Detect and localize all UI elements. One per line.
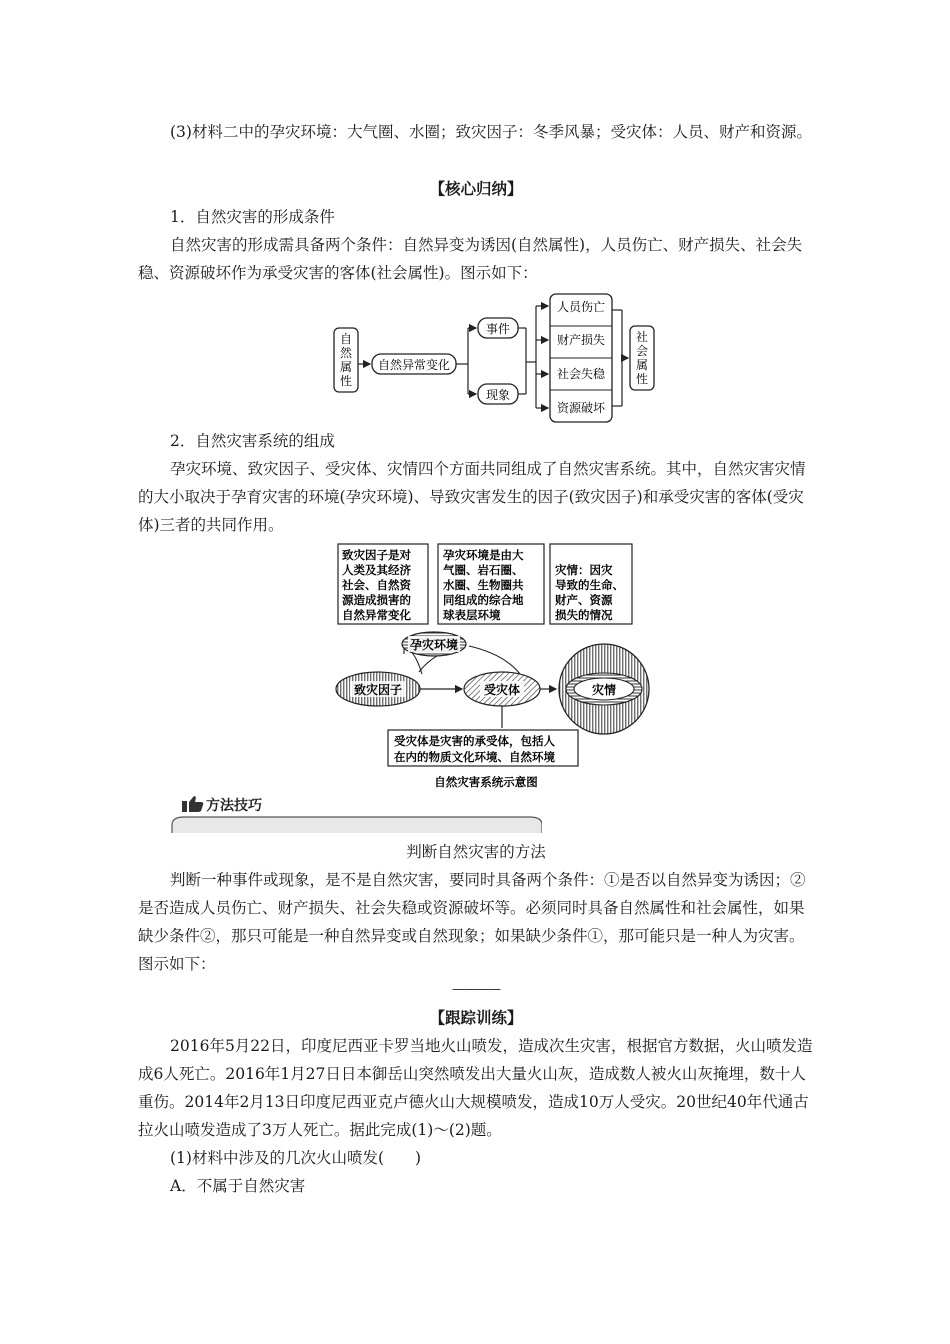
question-1-option-a: A．不属于自然灾害 (170, 1177, 306, 1195)
thumbs-up-icon (182, 796, 203, 812)
outcome-property-loss: 财产损失 (556, 333, 606, 347)
follow-up-training-heading: 【跟踪训练】 (429, 1008, 523, 1027)
method-tips-banner (170, 793, 542, 833)
phenomenon-label: 现象 (485, 388, 511, 402)
training-text: 2016年5月22日，印度尼西亚卡罗当地火山喷发，造成次生灾害，根据官方数据，火山喷发造成6人死亡。2016年1月27日日本御岳山突然喷发出大量火山灰，造成数人被火山灰掩埋，数十人重伤。2014年2月13日印度尼西亚克卢德火山大规模喷发，造成10万人受灾。20世纪40年代通古拉火山喷发造成了3万人死亡。据此完成(1)～(2)题。 (138, 1037, 813, 1139)
environment-label: 孕灾环境 (409, 638, 459, 652)
disaster-label: 灾情 (591, 683, 617, 697)
box3-line: 财产、资源 (555, 593, 613, 607)
natural-attribute-char: 自 (339, 332, 353, 346)
formation-conditions-diagram (330, 292, 660, 424)
box2-line: 球表层环境 (443, 608, 501, 622)
outcome-resource-damage: 资源破坏 (556, 401, 606, 415)
section-1-text: 自然灾害的形成需具备两个条件：自然异变为诱因(自然属性)，人员伤亡、财产损失、社会失稳、资源破坏作为承受灾害的客体(社会属性)。图示如下： (138, 236, 803, 282)
core-summary-heading: 【核心归纳】 (429, 179, 523, 198)
box3-line: 灾情：因灾 (555, 563, 613, 577)
box1-line: 致灾因子是对 (342, 548, 411, 562)
natural-anomaly-label: 自然异常变化 (377, 358, 451, 372)
box2-line: 水圈、生物圈共 (443, 578, 524, 592)
box2-line: 气圈、岩石圈、 (443, 563, 524, 577)
method-title: 判断自然灾害的方法 (406, 843, 546, 861)
event-label: 事件 (485, 322, 511, 336)
hazard-factor-label: 致灾因子 (353, 683, 403, 697)
separator-dashes: ———— (452, 982, 500, 997)
natural-attribute-char: 然 (339, 346, 353, 360)
bottom-box-line: 受灾体是灾害的承受体，包括人 (394, 734, 555, 748)
box1-line: 社会、自然资 (342, 578, 411, 592)
box1-line: 自然异常变化 (342, 608, 411, 622)
natural-attribute-char: 属 (339, 360, 353, 374)
natural-attribute-char: 性 (339, 374, 353, 388)
box1-line: 源造成损害的 (342, 593, 411, 607)
social-attribute-char: 会 (635, 344, 649, 358)
method-tips-label: 方法技巧 (206, 798, 262, 814)
social-attribute-char: 属 (635, 358, 649, 372)
bottom-box-line: 在内的物质文化环境、自然环境 (394, 750, 555, 764)
outcome-casualties: 人员伤亡 (556, 300, 606, 314)
box2-line: 孕灾环境是由大 (443, 548, 524, 562)
affected-body-label: 受灾体 (483, 683, 521, 697)
box2-line: 同组成的综合地 (443, 593, 524, 607)
section-1-title: 1．自然灾害的形成条件 (170, 208, 335, 226)
intro-paragraph: (3)材料二中的孕灾环境：大气圈、水圈；致灾因子：冬季风暴；受灾体：人员、财产和资源。 (170, 123, 812, 141)
box3-line: 导致的生命、 (555, 578, 624, 592)
social-attribute-char: 社 (635, 330, 649, 344)
box1-line: 人类及其经济 (342, 563, 411, 577)
outcome-social-instability: 社会失稳 (556, 367, 606, 381)
section-2-title: 2．自然灾害系统的组成 (170, 432, 335, 450)
question-1: (1)材料中涉及的几次火山喷发( ) (170, 1149, 422, 1167)
diagram-caption: 自然灾害系统示意图 (434, 775, 538, 789)
social-attribute-char: 性 (635, 372, 649, 386)
box3-line: 损失的情况 (555, 608, 613, 622)
disaster-system-diagram (334, 542, 674, 792)
section-2-text: 孕灾环境、致灾因子、受灾体、灾情四个方面共同组成了自然灾害系统。其中，自然灾害灾情的大小取决于孕育灾害的环境(孕灾环境)、导致灾害发生的因子(致灾因子)和承受灾害的客体(受灾体)三者的共同作用。 (138, 460, 806, 534)
method-text: 判断一种事件或现象，是不是自然灾害，要同时具备两个条件：①是否以自然异变为诱因；②是否造成人员伤亡、财产损失、社会失稳或资源破坏等。必须同时具备自然属性和社会属性，如果缺少条件②，那只可能是一种自然异变或自然现象；如果缺少条件①，那可能只是一种人为灾害。图示如下： (138, 871, 806, 973)
